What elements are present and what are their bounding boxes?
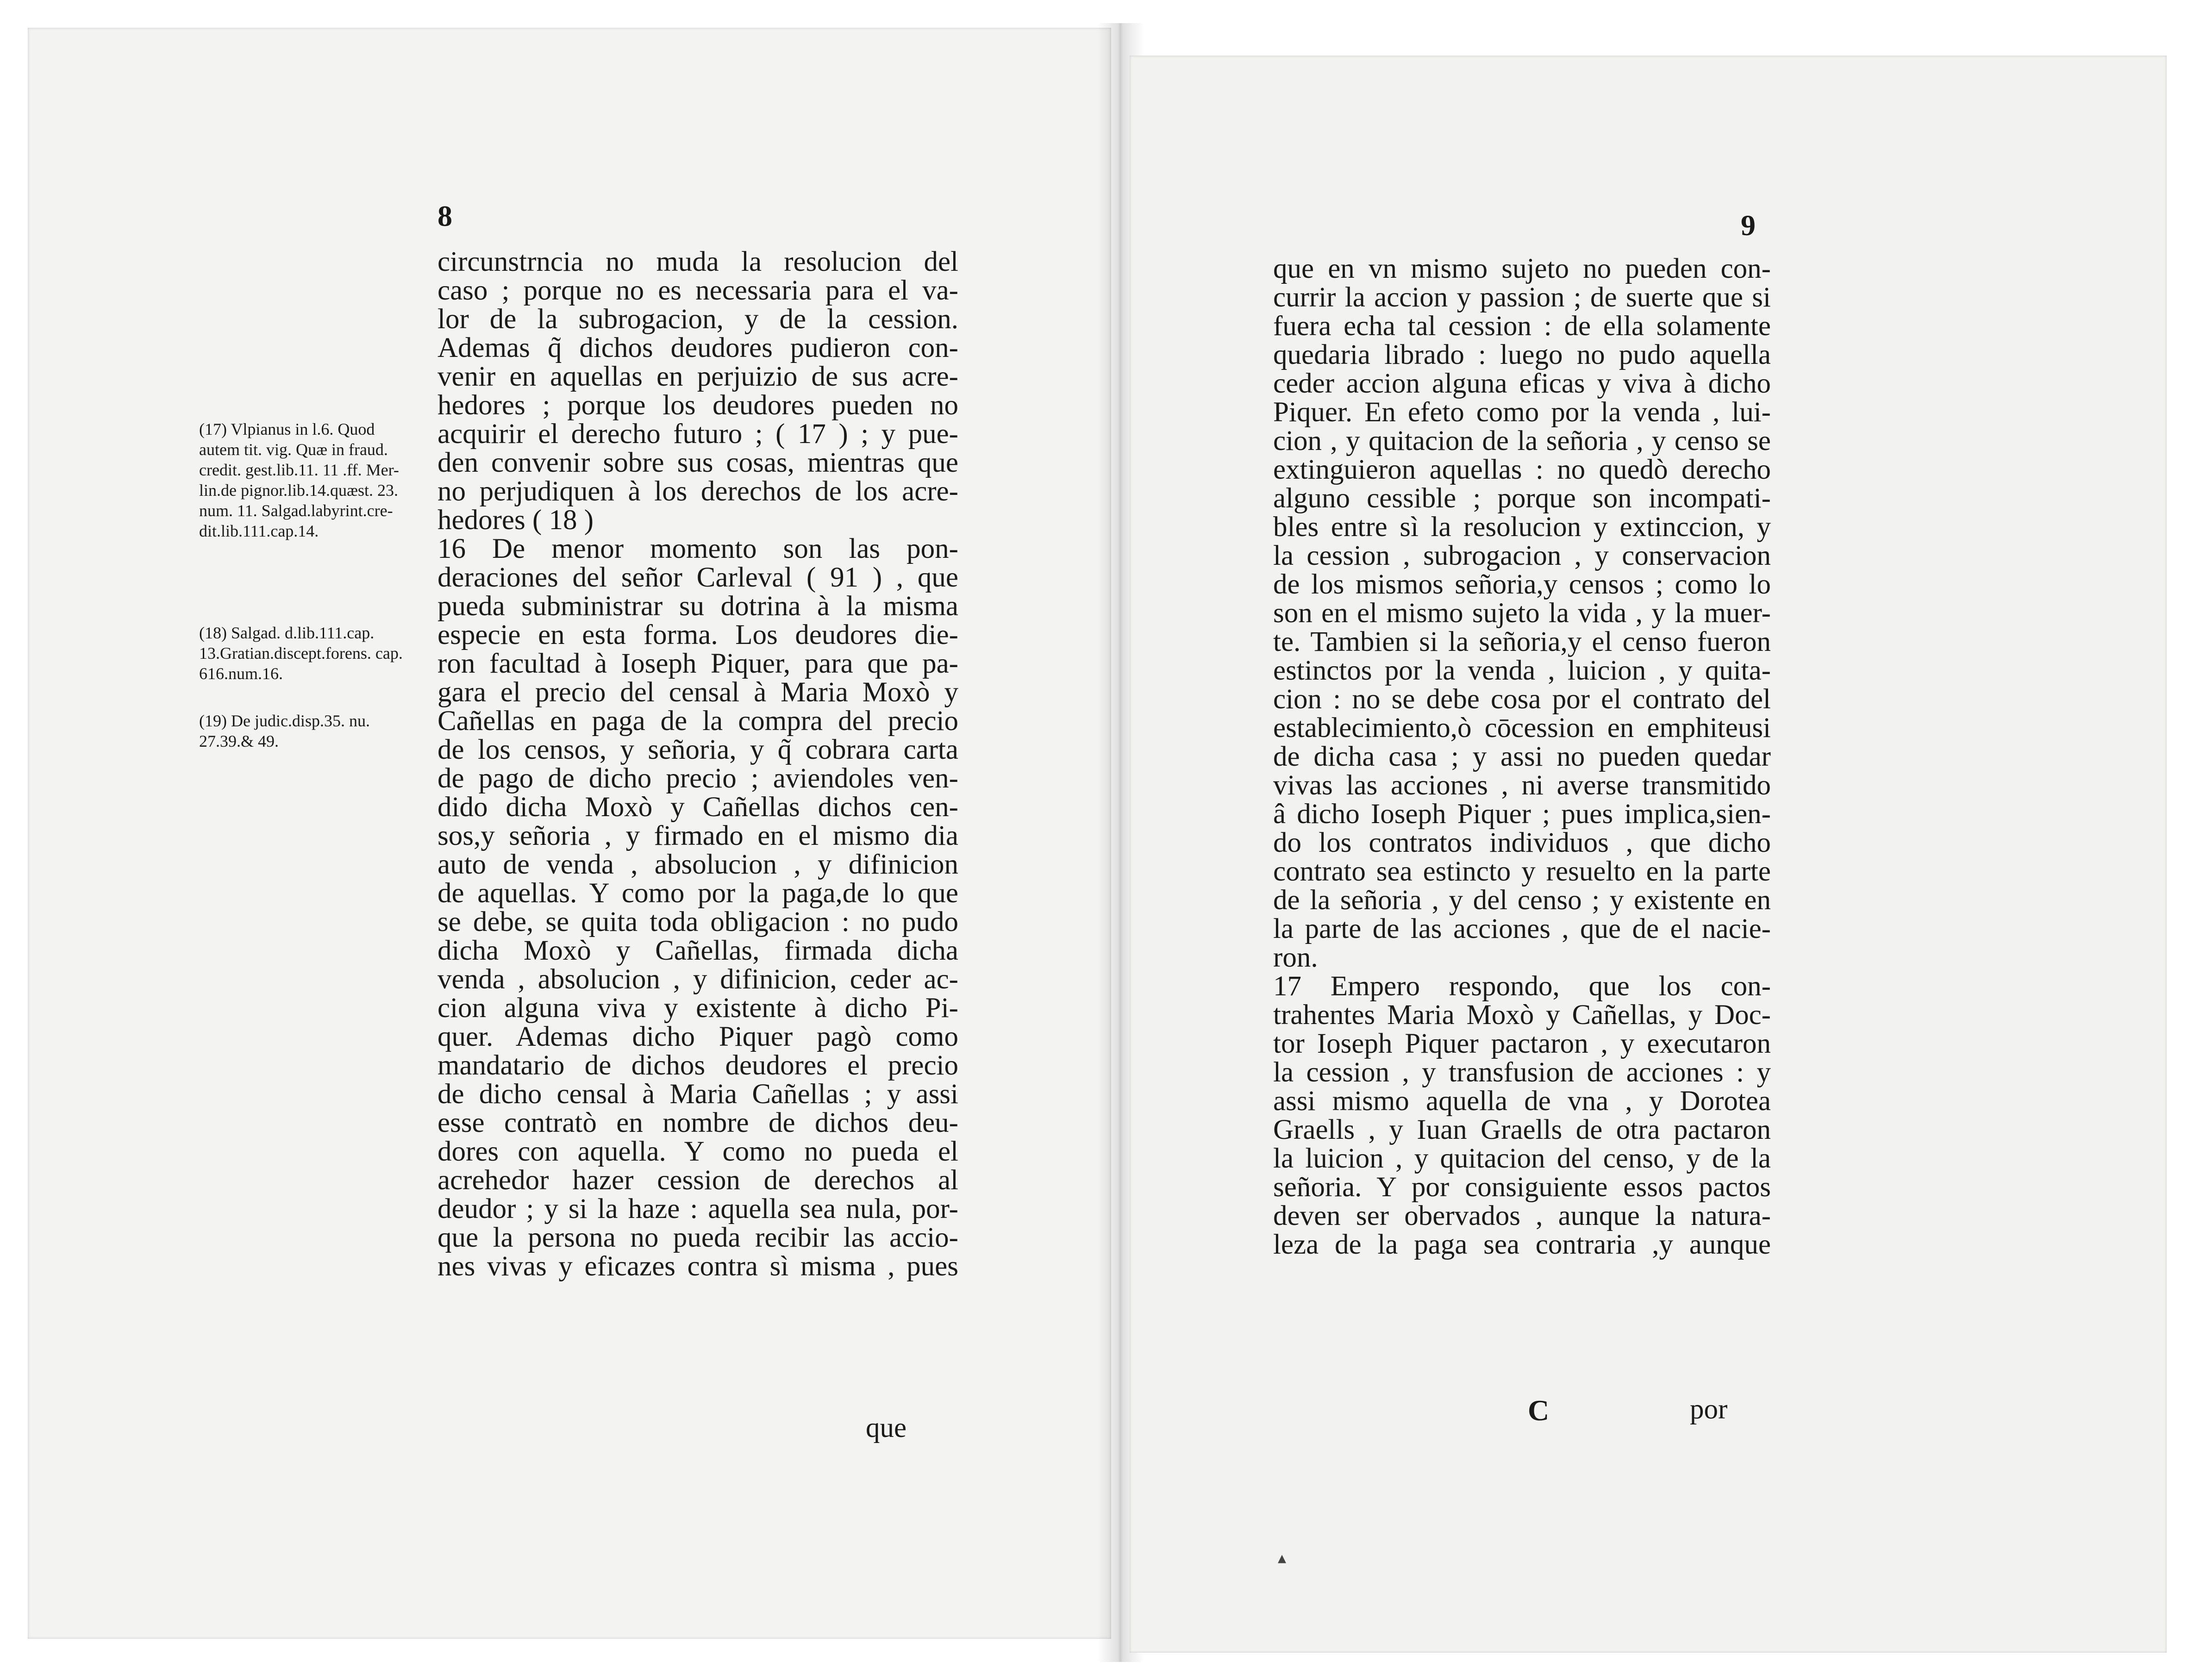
text-line: venir en aquellas en perjuizio de sus acre- bbox=[438, 361, 958, 392]
margin-note-17 bbox=[199, 419, 440, 541]
text-line: de dicha casa ; y assi no pueden quedar bbox=[1273, 741, 1771, 772]
text-line: â dicho Ioseph Piquer ; pues implica,sien- bbox=[1273, 799, 1771, 830]
text-line: acquirir el derecho futuro ; ( 17 ) ; y pue- bbox=[438, 418, 958, 450]
ink-speck: ▴ bbox=[1278, 1549, 1287, 1568]
text-line: dido dicha Moxò y Cañellas dichos cen- bbox=[438, 792, 958, 823]
text-line: la cession , subrogacion , y conservacion bbox=[1273, 540, 1771, 571]
text-line: deraciones del señor Carleval ( 91 ) , que bbox=[438, 562, 958, 593]
text-line: do los contratos individuos , que dicho bbox=[1273, 827, 1771, 858]
text-line: venda , absolucion , y difinicion, ceder ac- bbox=[438, 964, 958, 995]
text-line: circunstrncia no muda la resolucion del bbox=[438, 246, 958, 277]
note-line: (17) Vlpianus in l.6. Quod bbox=[199, 420, 375, 438]
text-line: deudor ; y si la haze : aquella sea nula, por- bbox=[438, 1193, 958, 1224]
text-line: cion , y quitacion de la señoria , y censo se bbox=[1273, 425, 1771, 456]
text-line: no perjudiquen à los derechos de los acre- bbox=[438, 476, 958, 507]
text-line: caso ; porque no es necessaria para el va- bbox=[438, 275, 958, 306]
text-line: quedaria librado : luego no pudo aquella bbox=[1273, 339, 1771, 370]
text-line: Cañellas en paga de la compra del precio bbox=[438, 706, 958, 737]
left-page bbox=[28, 28, 1111, 1639]
page-number-right: 9 bbox=[1741, 209, 1756, 242]
text-line: te. Tambien si la señoria,y el censo fueron bbox=[1273, 626, 1771, 657]
text-line: contrato sea estincto y resuelto en la parte bbox=[1273, 856, 1771, 887]
text-line: de pago de dicho precio ; aviendoles ven- bbox=[438, 763, 958, 794]
text-line: deven ser obervados , aunque la natura- bbox=[1273, 1200, 1771, 1231]
text-line: especie en esta forma. Los deudores die- bbox=[438, 619, 958, 650]
text-line: son en el mismo sujeto la vida , y la muer- bbox=[1273, 598, 1771, 629]
catchword-right: por bbox=[1690, 1394, 1728, 1425]
text-line: señoria. Y por consiguiente essos pactos bbox=[1273, 1172, 1771, 1203]
text-line: den convenir sobre sus cosas, mientras que bbox=[438, 447, 958, 478]
text-line: ron facultad à Ioseph Piquer, para que pa- bbox=[438, 648, 958, 679]
text-line: sos,y señoria , y firmado en el mismo dia bbox=[438, 820, 958, 851]
catchword-left: que bbox=[866, 1412, 907, 1443]
note-line: 616.num.16. bbox=[199, 664, 283, 683]
margin-note-19 bbox=[199, 711, 440, 751]
text-line: fuera echa tal cession : de ella solamente bbox=[1273, 311, 1771, 342]
text-line: pueda subministrar su dotrina à la misma bbox=[438, 591, 958, 622]
text-line: auto de venda , absolucion , y difinicion bbox=[438, 849, 958, 880]
text-line: tor Ioseph Piquer pactaron , y executaron bbox=[1273, 1028, 1771, 1059]
text-line: cion : no se debe cosa por el contrato del bbox=[1273, 684, 1771, 715]
note-line: autem tit. vig. Quæ in fraud. bbox=[199, 440, 388, 459]
signature-mark: C bbox=[1528, 1394, 1550, 1427]
text-line: leza de la paga sea contraria ,y aunque bbox=[1273, 1229, 1771, 1260]
text-line: que en vn mismo sujeto no pueden con- bbox=[1273, 253, 1771, 284]
margin-note-18 bbox=[199, 623, 440, 684]
body-text-right bbox=[1273, 255, 1771, 1259]
text-line: 17 Empero respondo, que los con- bbox=[1273, 971, 1771, 1002]
text-line: bles entre sì la resolucion y extinccion, y bbox=[1273, 512, 1771, 543]
text-line: mandatario de dichos deudores el precio bbox=[438, 1050, 958, 1081]
text-line: 16 De menor momento son las pon- bbox=[438, 533, 958, 564]
text-line: la luicion , y quitacion del censo, y de la bbox=[1273, 1143, 1771, 1174]
note-line: 27.39.& 49. bbox=[199, 732, 279, 750]
note-line: lin.de pignor.lib.14.quæst. 23. bbox=[199, 481, 399, 500]
text-line: estinctos por la venda , luicion , y quita- bbox=[1273, 655, 1771, 686]
text-line: trahentes Maria Moxò y Cañellas, y Doc- bbox=[1273, 999, 1771, 1030]
text-line: se debe, se quita toda obligacion : no pudo bbox=[438, 906, 958, 937]
note-line: 13.Gratian.discept.forens. cap. bbox=[199, 644, 403, 662]
text-line: esse contratò en nombre de dichos deu- bbox=[438, 1107, 958, 1138]
text-line: Piquer. En efeto como por la venda , lui- bbox=[1273, 397, 1771, 428]
note-line: num. 11. Salgad.labyrint.cre- bbox=[199, 501, 393, 520]
text-line: la parte de las acciones , que de el nacie- bbox=[1273, 913, 1771, 944]
text-line: de los mismos señoria,y censos ; como lo bbox=[1273, 569, 1771, 600]
text-line: ceder accion alguna eficas y viva à dicho bbox=[1273, 368, 1771, 399]
note-line: dit.lib.111.cap.14. bbox=[199, 522, 319, 540]
text-line: Ademas q̃ dichos deudores pudieron con- bbox=[438, 332, 958, 363]
text-line: nes vivas y eficazes contra sì misma , pues bbox=[438, 1251, 958, 1282]
text-line: cion alguna viva y existente à dicho Pi- bbox=[438, 993, 958, 1024]
text-line: acrehedor hazer cession de derechos al bbox=[438, 1165, 958, 1196]
note-line: (18) Salgad. d.lib.111.cap. bbox=[199, 624, 375, 642]
text-line: hedores ; porque los deudores pueden no bbox=[438, 390, 958, 421]
text-line: establecimiento,ò cōcession en emphiteusi bbox=[1273, 712, 1771, 743]
text-line: de aquellas. Y como por la paga,de lo que bbox=[438, 878, 958, 909]
text-line: gara el precio del censal à Maria Moxò y bbox=[438, 677, 958, 708]
right-page bbox=[1130, 56, 2167, 1653]
text-line: la cession , y transfusion de acciones : y bbox=[1273, 1057, 1771, 1088]
text-line: Graells , y Iuan Graells de otra pactaron bbox=[1273, 1114, 1771, 1145]
text-line: dicha Moxò y Cañellas, firmada dicha bbox=[438, 935, 958, 966]
note-line: (19) De judic.disp.35. nu. bbox=[199, 712, 370, 730]
text-line: de la señoria , y del censo ; y existente en bbox=[1273, 885, 1771, 916]
text-line: assi mismo aquella de vna , y Dorotea bbox=[1273, 1086, 1771, 1117]
text-line: extinguieron aquellas : no quedò derecho bbox=[1273, 454, 1771, 485]
text-line: que la persona no pueda recibir las accio- bbox=[438, 1222, 958, 1253]
text-line: lor de la subrogacion, y de la cession. bbox=[438, 304, 958, 335]
text-line: quer. Ademas dicho Piquer pagò como bbox=[438, 1021, 958, 1052]
text-line: de los censos, y señoria, y q̃ cobrara carta bbox=[438, 734, 958, 765]
text-line: dores con aquella. Y como no pueda el bbox=[438, 1136, 958, 1167]
page-number-left: 8 bbox=[438, 200, 452, 232]
note-line: credit. gest.lib.11. 11 .ff. Mer- bbox=[199, 461, 399, 479]
text-line: de dicho censal à Maria Cañellas ; y assi bbox=[438, 1079, 958, 1110]
body-text-left bbox=[438, 248, 958, 1281]
text-line: hedores ( 18 ) bbox=[438, 505, 594, 536]
text-line: currir la accion y passion ; de suerte que si bbox=[1273, 282, 1771, 313]
text-line: alguno cessible ; porque son incompati- bbox=[1273, 483, 1771, 514]
text-line: vivas las acciones , ni averse transmitido bbox=[1273, 770, 1771, 801]
text-line: ron. bbox=[1273, 942, 1318, 973]
